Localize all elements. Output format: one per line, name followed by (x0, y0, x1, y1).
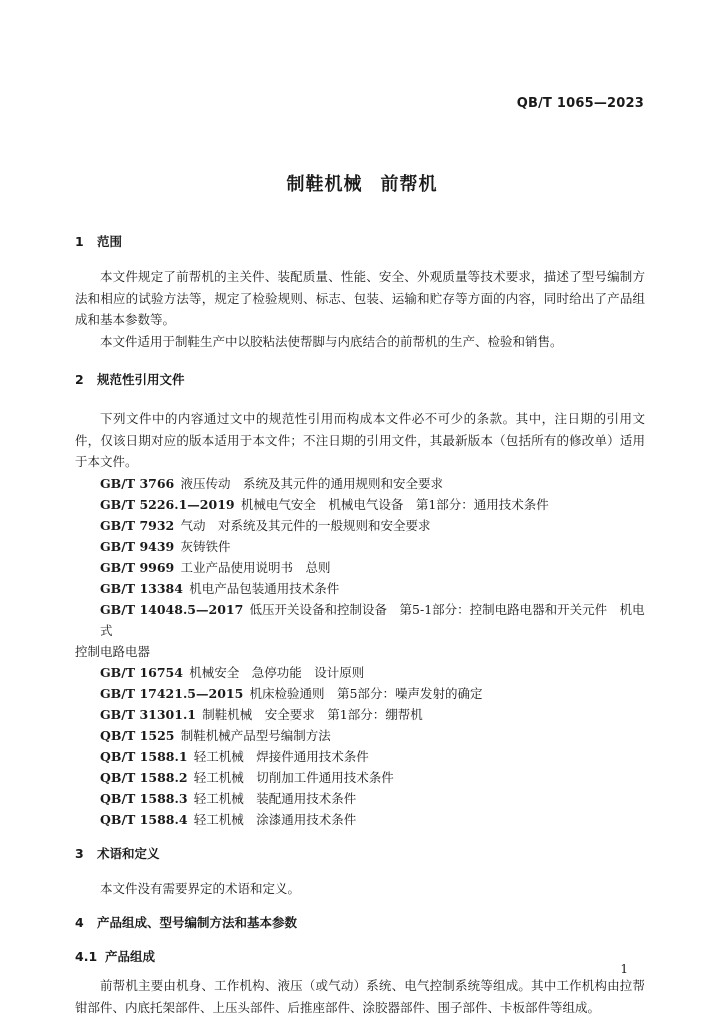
reference-code: GB/T 9439 (100, 538, 175, 554)
reference-title: 轻工机械 焊接件通用技术条件 (193, 748, 369, 764)
standard-code: QB/T 1065—2023 (516, 96, 644, 111)
section-2-heading: 2 规范性引用文件 (75, 372, 185, 387)
reference-title: 制鞋机械产品型号编制方法 (180, 727, 331, 743)
reference-item (75, 725, 645, 746)
page-number: 1 (620, 962, 628, 976)
document-body (75, 232, 645, 1018)
reference-code: GB/T 16754 (100, 664, 183, 680)
reference-code: GB/T 3766 (100, 475, 175, 491)
document-title (0, 170, 724, 196)
reference-title: 灰铸铁件 (180, 538, 231, 554)
reference-list (75, 473, 645, 830)
reference-item (75, 809, 645, 830)
section-4-1-paragraph: 前帮机主要由机身、工作机构、液压（或气动）系统、电气控制系统等组成。其中工作机构由拉帮钳部件、内底托架部件、上压头部件、后推座部件、涂胶器部件、围子部件、卡板部件等组成。 (75, 978, 645, 1015)
reference-item (75, 473, 645, 494)
title-part-2: 前帮机 (380, 174, 438, 195)
reference-code: GB/T 7932 (100, 517, 175, 533)
reference-code: GB/T 9969 (100, 559, 175, 575)
reference-title: 工业产品使用说明书 总则 (180, 559, 331, 575)
reference-title: 轻工机械 装配通用技术条件 (193, 790, 357, 806)
section-1-heading: 1 范围 (75, 234, 123, 249)
section-1-paragraph-1: 本文件规定了前帮机的主关件、装配质量、性能、安全、外观质量等技术要求，描述了型号编制方法和相应的试验方法等，规定了检验规则、标志、包装、运输和贮存等方面的内容，同时给出了产品组成和基本参数等。 (75, 269, 645, 327)
section-2-intro: 下列文件中的内容通过文中的规范性引用而构成本文件必不可少的条款。其中，注日期的引用文件，仅该日期对应的版本适用于本文件；不注日期的引用文件，其最新版本（包括所有的修改单）适用于本文件。 (75, 411, 645, 469)
reference-code: GB/T 5226.1—2019 (100, 496, 235, 512)
reference-item (75, 557, 645, 578)
reference-title: 机械安全 急停功能 设计原则 (189, 664, 365, 680)
reference-item (75, 746, 645, 767)
section-1-paragraph-2: 本文件适用于制鞋生产中以胶粘法使帮脚与内底结合的前帮机的生产、检验和销售。 (100, 333, 563, 349)
reference-item (75, 788, 645, 809)
reference-code: GB/T 17421.5—2015 (100, 685, 244, 701)
reference-title: 气动 对系统及其元件的一般规则和安全要求 (180, 517, 431, 533)
reference-item (75, 536, 645, 557)
reference-item (75, 599, 645, 662)
section-4-1-heading: 4.1 产品组成 (75, 949, 156, 964)
reference-title: 机床检验通则 第5部分：噪声发射的确定 (249, 685, 483, 701)
reference-code: QB/T 1588.2 (100, 769, 188, 785)
reference-title-continued: 控制电路电器 (75, 643, 151, 659)
reference-item (75, 662, 645, 683)
section-3-paragraph: 本文件没有需要界定的术语和定义。 (100, 880, 301, 896)
section-3-heading: 3 术语和定义 (75, 845, 160, 861)
reference-item (75, 515, 645, 536)
reference-code: QB/T 1588.3 (100, 790, 188, 806)
reference-item (75, 578, 645, 599)
reference-title: 机电产品包装通用技术条件 (189, 580, 340, 596)
reference-code: QB/T 1588.1 (100, 748, 188, 764)
reference-item (75, 704, 645, 725)
title-part-1: 制鞋机械 (286, 174, 363, 195)
reference-code: QB/T 1525 (100, 727, 175, 743)
reference-code: GB/T 31301.1 (100, 706, 196, 722)
reference-item (75, 494, 645, 515)
reference-item (75, 683, 645, 704)
reference-title: 轻工机械 切削加工件通用技术条件 (193, 769, 394, 785)
reference-code: GB/T 13384 (100, 580, 183, 596)
reference-item (75, 767, 645, 788)
reference-code: GB/T 14048.5—2017 (100, 601, 244, 617)
reference-title: 制鞋机械 安全要求 第1部分：绷帮机 (202, 706, 423, 722)
section-4-heading: 4 产品组成、型号编制方法和基本参数 (75, 915, 298, 930)
reference-code: QB/T 1588.4 (100, 811, 188, 827)
reference-title: 轻工机械 涂漆通用技术条件 (193, 811, 357, 827)
reference-title: 机械电气安全 机械电气设备 第1部分：通用技术条件 (240, 496, 549, 512)
reference-title: 液压传动 系统及其元件的通用规则和安全要求 (180, 475, 444, 491)
reference-title: 低压开关设备和控制设备 第5-1部分：控制电路电器和开关元件 机电式 (100, 601, 645, 638)
